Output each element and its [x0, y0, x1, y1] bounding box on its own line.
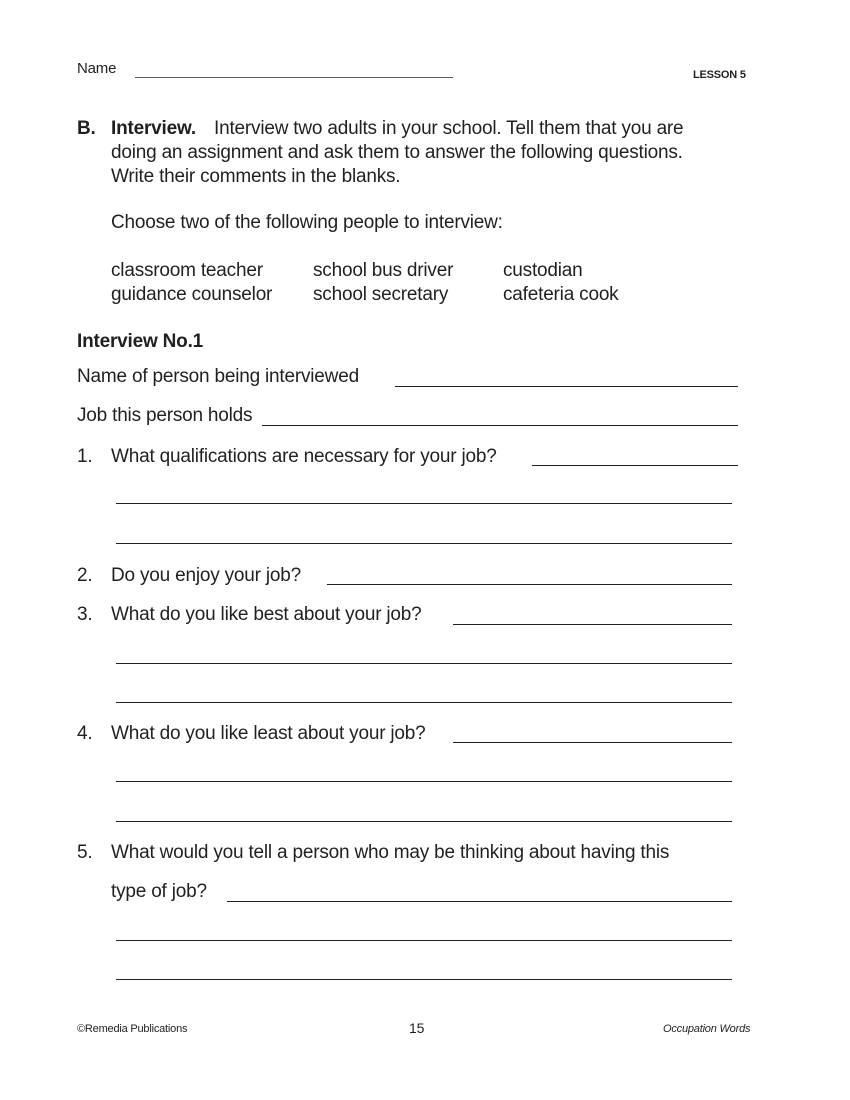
- answer-blank[interactable]: [116, 543, 732, 544]
- lesson-label: LESSON 5: [693, 69, 746, 81]
- question-text-continued: type of job?: [111, 881, 207, 902]
- question-text: What do you like least about your job?: [111, 723, 426, 744]
- answer-blank[interactable]: [327, 584, 732, 585]
- answer-blank[interactable]: [227, 901, 732, 902]
- footer-book-title: Occupation Words: [663, 1023, 751, 1035]
- answer-blank[interactable]: [116, 781, 732, 782]
- question-text: Do you enjoy your job?: [111, 565, 301, 586]
- name-blank[interactable]: [135, 77, 453, 78]
- section-title: Interview.: [111, 118, 196, 139]
- person-option: custodian: [503, 260, 583, 281]
- intro-line-1: Interview two adults in your school. Tell them that you are: [214, 118, 684, 139]
- person-option: school bus driver: [313, 260, 454, 281]
- person-option: classroom teacher: [111, 260, 263, 281]
- answer-blank[interactable]: [453, 742, 732, 743]
- answer-blank[interactable]: [116, 979, 732, 980]
- answer-blank[interactable]: [116, 503, 732, 504]
- answer-blank[interactable]: [116, 702, 732, 703]
- interviewee-name-label: Name of person being interviewed: [77, 366, 359, 387]
- answer-blank[interactable]: [116, 940, 732, 941]
- answer-blank[interactable]: [532, 465, 738, 466]
- question-text: What qualifications are necessary for your job?: [111, 446, 497, 467]
- page-number: 15: [409, 1020, 425, 1036]
- person-option: school secretary: [313, 284, 449, 305]
- question-number: 1.: [77, 446, 93, 467]
- intro-line-3: Write their comments in the blanks.: [111, 166, 401, 187]
- job-label: Job this person holds: [77, 405, 253, 426]
- question-number: 5.: [77, 842, 93, 863]
- person-option: guidance counselor: [111, 284, 273, 305]
- section-letter: B.: [77, 118, 96, 139]
- question-number: 4.: [77, 723, 93, 744]
- answer-blank[interactable]: [116, 663, 732, 664]
- choose-instruction: Choose two of the following people to interview:: [111, 212, 503, 233]
- intro-line-2: doing an assignment and ask them to answer the following questions.: [111, 142, 683, 163]
- interviewee-name-blank[interactable]: [395, 386, 738, 387]
- question-text: What do you like best about your job?: [111, 604, 422, 625]
- footer-publisher: ©Remedia Publications: [77, 1023, 188, 1035]
- question-number: 2.: [77, 565, 93, 586]
- job-blank[interactable]: [262, 425, 738, 426]
- answer-blank[interactable]: [116, 821, 732, 822]
- question-text: What would you tell a person who may be thinking about having this: [111, 842, 670, 863]
- name-label: Name: [77, 60, 117, 77]
- question-number: 3.: [77, 604, 93, 625]
- interview-heading: Interview No.1: [77, 331, 204, 352]
- person-option: cafeteria cook: [503, 284, 619, 305]
- answer-blank[interactable]: [453, 624, 732, 625]
